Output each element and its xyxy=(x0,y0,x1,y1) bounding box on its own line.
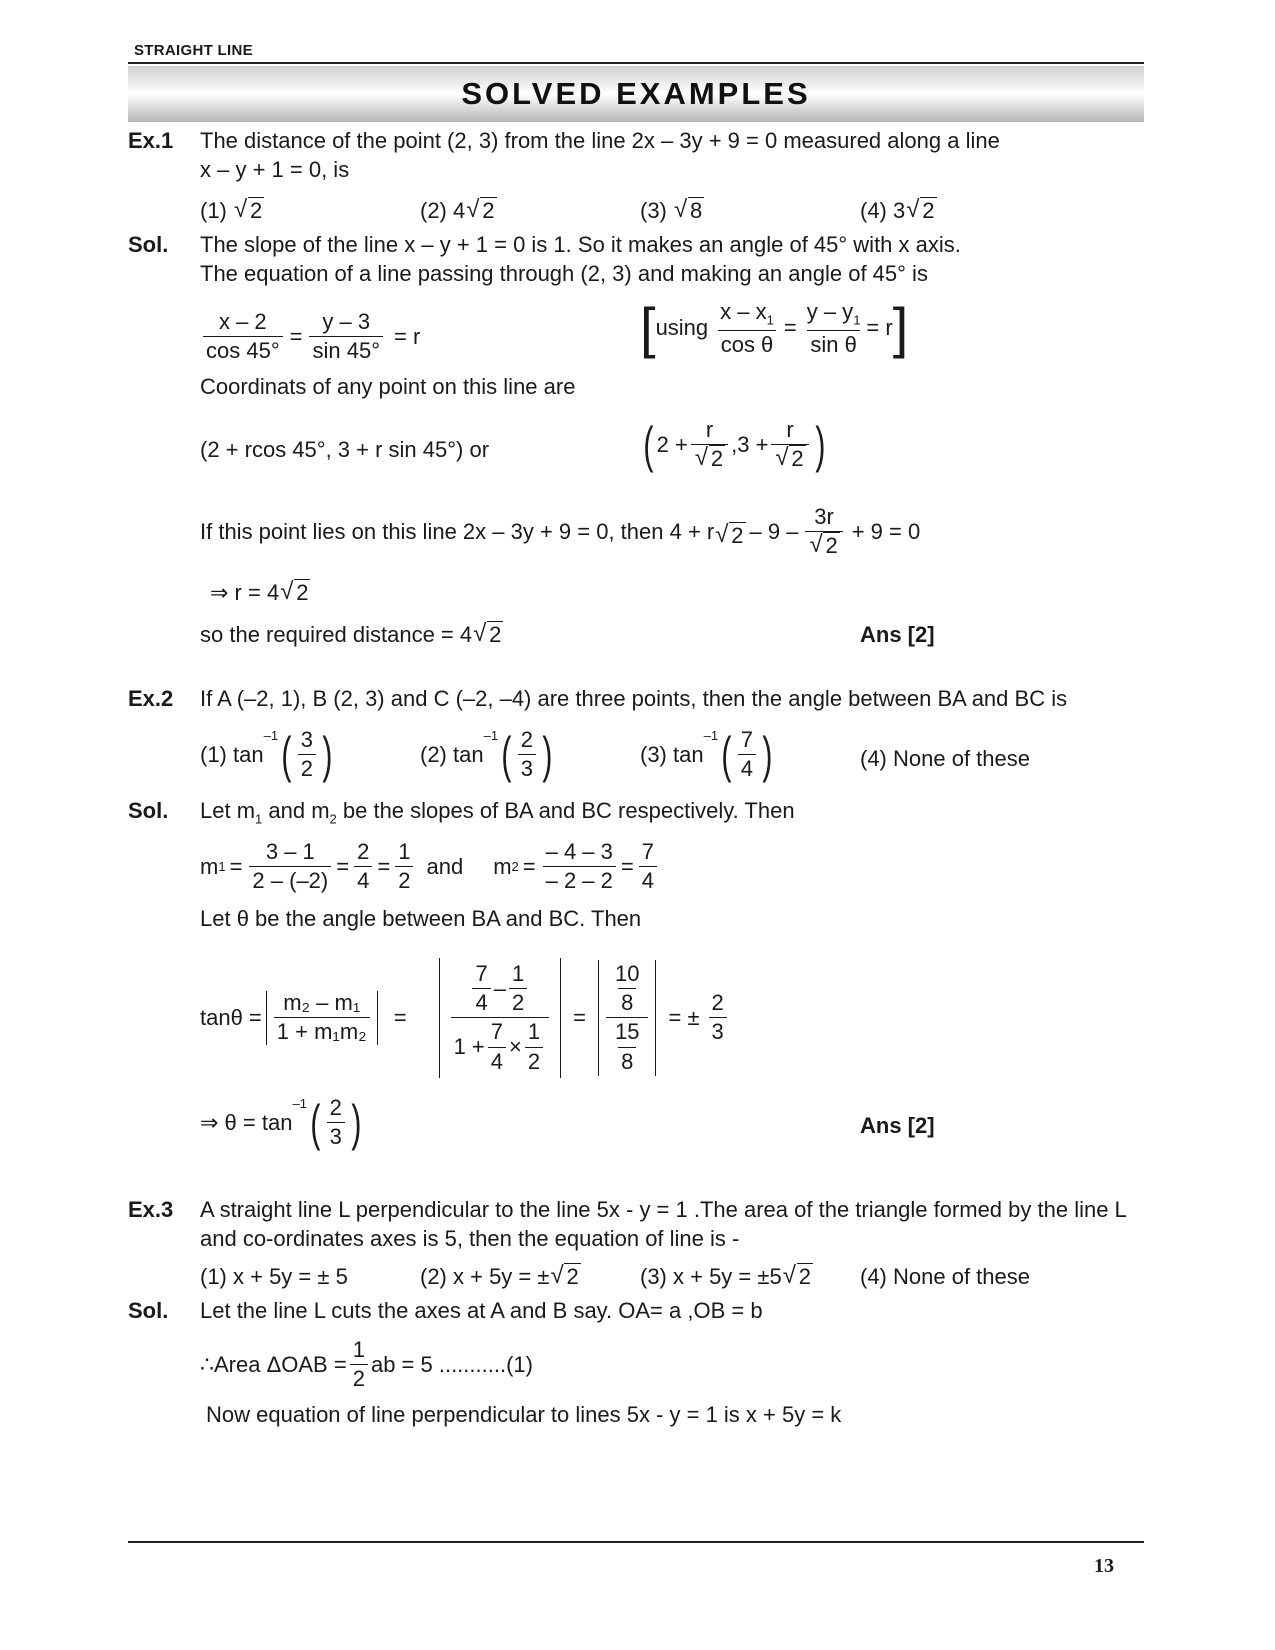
ex3-option-4: (4) None of these xyxy=(860,1264,1030,1289)
ex2-final-theta: ⇒ θ = tan –1 ( $\frac{2}{3}$ ) xyxy=(200,1094,362,1151)
ex3-sol-line1: Let the line L cuts the axes at A and B say. OA= a ,OB = b xyxy=(200,1298,763,1323)
ex1-answer: Ans [2] xyxy=(860,622,935,647)
ex2-option-3: (3) tan –1 ( $\frac{7}{4}$ ) xyxy=(640,726,773,783)
ex1-point-param: ( 2 + r √ 2 ,3 + r √ 2 ) xyxy=(640,418,828,471)
ex1-question-line1 xyxy=(200,128,1144,154)
ex1-option-1: (1) √ 2 xyxy=(200,198,264,224)
ex3-question-line1: A straight line L perpendicular to the line 5x - y = 1 .The area of the triangle formed by the line L xyxy=(200,1197,1127,1222)
ex2-option-4: (4) None of these xyxy=(860,746,1030,771)
ex2-m1-equation: m 1 = $\frac{3 - 1}{2 - (-2)}$ = $\frac{2}{4}$ = $\frac{1}{2}$ and m 2 = $\frac{- 4 - 3}{- 2 - 2}$ = $\frac{7}{4}$ xyxy=(200,840,660,893)
ex3-option-1: (1) x + 5y = ± 5 xyxy=(200,1264,348,1289)
ex3-perpendicular-line: Now equation of line perpendicular to lines 5x - y = 1 is x + 5y = k xyxy=(206,1402,842,1427)
ex3-sol-label: Sol. xyxy=(128,1298,169,1323)
ex2-tan-theta-equation: tanθ = $\frac{\text{m₂ – m₁}}{\text{1 + m₁m₂}}$ = $\frac{7}{4}$ – $\frac{1}{2}$ 1 + $\frac{7}{4}$ × $\frac{1}{2}$ = $\frac{\frac{10}{8}}{\frac{15}{8}}$ = ± $\frac{2}{3}$ xyxy=(200,958,730,1078)
ex1-coord-text: Coordinats of any point on this line are xyxy=(200,374,576,399)
ex3-question-line2: and co-ordinates axes is 5, then the equation of line is - xyxy=(200,1226,740,1251)
ex1-point-text: (2 + rcos 45°, 3 + r sin 45°) or xyxy=(200,437,490,462)
ex3-option-3: (3) x + 5y = ±5√ 2 xyxy=(640,1264,813,1290)
ex2-label: Ex.2 xyxy=(128,686,174,711)
ex2-let-theta: Let θ be the angle between BA and BC. Then xyxy=(200,906,642,931)
ex2-question: If A (–2, 1), B (2, 3) and C (–2, –4) are three points, then the angle between BA and BC is xyxy=(200,686,1068,711)
ex2-answer: Ans [2] xyxy=(860,1113,935,1138)
ex1-sol-line1: The slope of the line x – y + 1 = 0 is 1. So it makes an angle of 45° with x axis. xyxy=(200,232,961,257)
ex1-label: Ex.1 xyxy=(128,128,174,153)
ex3-area-equation: ∴Area ΔOAB = $\frac{1}{2}$ ab = 5 ...........(1) xyxy=(200,1337,533,1392)
ex2-option-2: (2) tan –1 ( $\frac{2}{3}$ ) xyxy=(420,726,553,783)
ex1-question-line2: x – y + 1 = 0, is xyxy=(200,157,350,182)
ex1-lies-equation: If this point lies on this line 2x – 3y + 9 = 0, then 4 + r √ 2 – 9 – 3r √ 2 + 9 = 0 xyxy=(200,505,920,558)
ex1-using-formula: [ using $\frac{x - x_1}{\text{cos θ}}$ = $\frac{y - y_1}{\text{sin θ}}$ = r ] xyxy=(640,296,909,360)
ex1-q1-text: The distance of the point (2, 3) from the line 2x – 3y + 9 = 0 measured along a line xyxy=(200,128,1000,153)
ex2-sol-label: Sol. xyxy=(128,798,169,823)
footer-rule xyxy=(128,1541,1144,1543)
ex1-option-2: (2) 4√ 2 xyxy=(420,198,497,224)
ex3-option-2: (2) x + 5y = ±√ 2 xyxy=(420,1264,581,1290)
ex1-sol-line2: The equation of a line passing through (2, 3) and making an angle of 45° is xyxy=(200,261,928,286)
banner-title: SOLVED EXAMPLES xyxy=(461,76,811,111)
ex1-option-3: (3) √ 8 xyxy=(640,198,704,224)
ex1-option-4: (4) 3√ 2 xyxy=(860,198,937,224)
running-header: STRAIGHT LINE xyxy=(134,42,253,59)
ex1-sol-label: Sol. xyxy=(128,232,169,257)
ex1-implies: ⇒ r = 4√ 2 xyxy=(210,580,310,606)
header-rule xyxy=(128,62,1144,64)
ex3-label: Ex.3 xyxy=(128,1197,174,1222)
page-number: 13 xyxy=(1094,1555,1114,1577)
ex1-required-distance: so the required distance = 4√ 2 xyxy=(200,622,503,648)
ex2-option-1: (1) tan –1 ( $\frac{3}{2}$ ) xyxy=(200,726,333,783)
ex1-line-equation: $\frac{x - 2}{\cos 45^\circ}$ = $\frac{y - 3}{\sin 45^\circ}$ = r xyxy=(200,310,420,363)
section-banner xyxy=(128,66,1144,122)
ex2-sol-line1: Let $m_1$ and $m_2$ be the slopes of BA and BC respectively. Then xyxy=(200,798,795,827)
